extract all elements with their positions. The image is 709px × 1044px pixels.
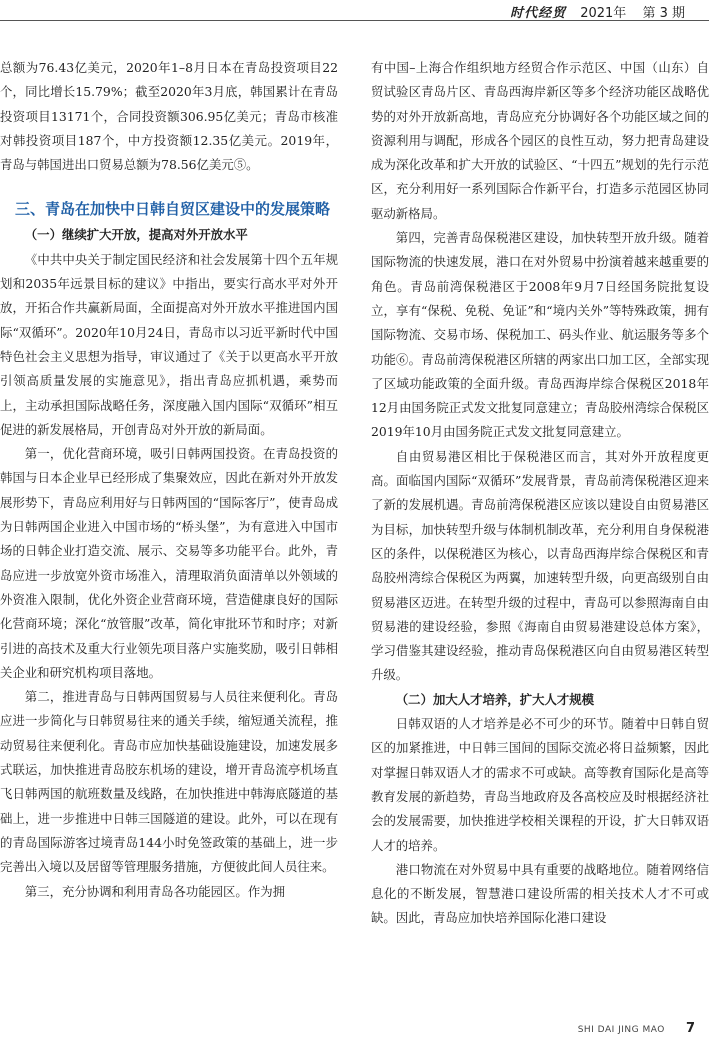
paragraph-continued: 总额为76.43亿美元，2020年1–8月日本在青岛投资项目22个，同比增长15.79%；截至2020年3月底，韩国累计在青岛投资项目13171个，合同投资额306.95亿美元；青岛市核准对韩投资项目187个，中方投资额12.35亿美元。2019年，青岛与韩国进出口贸易总额为78.56亿美元⑤。 (0, 60, 338, 173)
magazine-title: 时代经贸 (510, 6, 567, 21)
right-column (371, 56, 709, 931)
left-column (0, 56, 338, 904)
paragraph: 《中共中央关于制定国民经济和社会发展第十四个五年规划和2035年远景目标的建议》中指出，要实行高水平对外开放，开拓合作共赢新局面，全面提高对外开放水平推进国内国际“双循环”。2020年10月24日，青岛市以习近平新时代中国特色社会主义思想为指导，审议通过了《关于以更高水平开放引领高质量发展的实施意见》，指出青岛应抓机遇，乘势而上，主动承担国际战略任务，深度融入国内国际“双循环”相互促进的新发展格局，开创青岛对外开放的新局面。 (0, 251, 338, 437)
subheading-expand-opening: （一）继续扩大开放，提高对外开放水平 (24, 227, 248, 243)
paragraph-continued: 有中国–上海合作组织地方经贸合作示范区、中国（山东）自贸试验区青岛片区、青岛西海岸新区等多个经济功能区战略优势的对外开放新高地，青岛应充分协调好各个功能区域之间的资源利用与调配，形成各个园区的良性互动，努力把青岛建设成为深化改革和扩大开放的试验区、“十四五”规划的先行示范区，充分利用好一系列国际合作新平台，打造多示范园区协同驱动新格局。 (371, 60, 709, 221)
section-heading: 三、青岛在加快中日韩自贸区建设中的发展策略 (15, 200, 331, 219)
paragraph: 自由贸易港区相比于保税港区而言，其对外开放程度更高。面临国内国际“双循环”发展背景，青岛前湾保税港区迎来了新的发展机遇。青岛前湾保税港区应该以建设自由贸易港区为目标，加快转型升级与体制机制改革，充分利用自身保税港区的条件，以保税港区为核心，以青岛西海岸综合保税区和青岛胶州湾综合保税区为两翼，加速转型升级，向更高级别自由贸易港区迈进。在转型升级的过程中，青岛可以参照海南自由贸易港的建设经验，参照《海南自由贸易港建设总体方案》，学习借鉴其建设经验，推动青岛保税港区向自由贸易港区转型升级。 (371, 448, 709, 683)
paragraph: 第三，充分协调和利用青岛各功能园区。作为拥 (24, 883, 285, 899)
magazine-name-en: SHI DAI JING MAO (577, 1025, 665, 1035)
subheading-talent-cultivation: （二）加大人才培养，扩大人才规模 (395, 691, 595, 707)
page-number: 7 (685, 1021, 695, 1036)
paragraph: 第一，优化营商环境，吸引日韩两国投资。在青岛投资的韩国与日本企业早已经形成了集聚效应，因此在新对外开放发展形势下，青岛应利用好与日韩两国的“国际客厅”，使青岛成为日韩两国企业进入中国市场的“桥头堡”，为有意进入中国市场的日韩企业打造交流、展示、交易等多功能平台。此外，青岛应进一步放宽外资市场准入，清理取消负面清单以外领域的外资准入限制，优化外资企业营商环境，营造健康良好的国际化营商环境；深化“放管服”改革，简化审批环节和时序；对新引进的高技术及重大行业领先项目落户实施奖励，吸引日韩相关企业和研究机构项目落地。 (0, 446, 338, 680)
paragraph: 第二，推进青岛与日韩两国贸易与人员往来便利化。青岛应进一步简化与日韩贸易往来的通关手续，缩短通关流程，推动贸易往来便利化。青岛市应加快基础设施建设，加速发展多式联运，加快推进青岛胶东机场的建设，增开青岛流亭机场直飞日韩两国的航班数量及线路，在加快推进中韩海底隧道的基础上，进一步推进中日韩三国隧道的建设。此外，可以在现有的青岛国际游客过境青岛144小时免签政策的基础上，进一步完善出入境以及居留等管理服务措施，方便彼此间人员往来。 (0, 689, 338, 875)
page-footer (578, 1017, 695, 1036)
page-header (0, 0, 709, 20)
header-rule (0, 20, 709, 21)
paragraph: 第四，完善青岛保税港区建设，加快转型开放升级。随着国际物流的快速发展，港口在对外贸易中扮演着越来越重要的角色。青岛前湾保税港区于2008年9月7日经国务院批复设立，享有“保税、免税、免证”和“境内关外”等特殊政策，拥有国际物流、交易市场、保税加工、码头作业、航运服务等多个功能⑥。青岛前湾保税港区所辖的两家出口加工区，全部实现了区域功能政策的全面升级。青岛西海岸综合保税区2018年12月由国务院正式发文批复同意建立；青岛胶州湾综合保税区2019年10月由国务院正式发文批复同意建立。 (371, 230, 709, 440)
issue-year: 2021年 (580, 6, 627, 21)
paragraph: 日韩双语的人才培养是必不可少的环节。随着中日韩自贸区的加紧推进，中日韩三国间的国际交流必将日益频繁，因此对掌握日韩双语人才的需求不可或缺。高等教育国际化是高等教育发展的新趋势，青岛当地政府及各高校应及时根据经济社会的发展需要，加快推进学校相关课程的开设，扩大日韩双语人才的培养。 (371, 716, 709, 853)
paragraph: 港口物流在对外贸易中具有重要的战略地位。随着网络信息化的不断发展，智慧港口建设所需的相关技术人才不可或缺。因此，青岛应加快培养国际化港口建设 (371, 861, 709, 926)
header-text (510, 2, 685, 21)
issue-number: 第 3 期 (642, 6, 685, 21)
